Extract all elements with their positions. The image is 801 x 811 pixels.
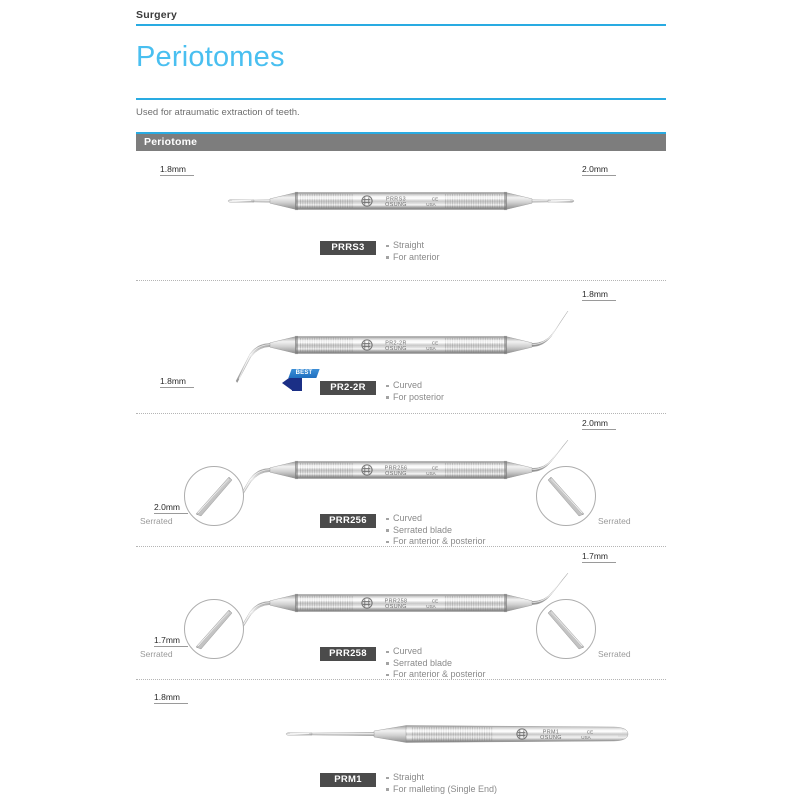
- spec-item: For malleting (Single End): [386, 784, 497, 796]
- measurement-left-value: 2.0mm: [154, 502, 180, 512]
- svg-text:OSUNG: OSUNG: [385, 202, 407, 209]
- detail-circle: [184, 599, 244, 659]
- detail-circle: [536, 599, 596, 659]
- leader-line: [582, 300, 616, 301]
- spec-item: Curved: [386, 646, 486, 658]
- leader-line: [160, 175, 194, 176]
- spec-item: Curved: [386, 513, 486, 525]
- product-row[interactable]: [136, 281, 666, 414]
- svg-text:USA: USA: [426, 346, 436, 352]
- measurement-right-value: 1.8mm: [582, 289, 608, 299]
- spec-list: [386, 380, 444, 403]
- serrated-caption: Serrated: [140, 649, 173, 659]
- spec-list: [386, 772, 497, 795]
- serrated-caption: Serrated: [598, 516, 631, 526]
- measurement-left: [154, 635, 188, 647]
- breadcrumb: Surgery: [136, 9, 178, 21]
- spec-item: Serrated blade: [386, 525, 486, 537]
- spec-item: Serrated blade: [386, 658, 486, 670]
- page-title: Periotomes: [136, 41, 285, 73]
- measurement-right: [582, 418, 616, 430]
- section-header: Periotome: [136, 134, 666, 151]
- svg-text:PRR258: PRR258: [384, 598, 408, 605]
- catalog-page: [136, 0, 666, 801]
- product-row[interactable]: [136, 547, 666, 680]
- leader-line: [582, 562, 616, 563]
- svg-text:CE: CE: [431, 340, 439, 346]
- leader-line: [160, 387, 194, 388]
- measurement-left-value: 1.8mm: [154, 692, 180, 702]
- spec-item: For anterior: [386, 252, 440, 264]
- page-subtitle: Used for atraumatic extraction of teeth.: [136, 107, 300, 118]
- spec-item: For anterior & posterior: [386, 536, 486, 548]
- measurement-left-value: 1.8mm: [160, 376, 186, 386]
- svg-text:PRR256: PRR256: [384, 465, 408, 472]
- product-row[interactable]: [136, 151, 666, 281]
- svg-text:PR2-2R: PR2-2R: [385, 340, 407, 347]
- leader-line: [582, 429, 616, 430]
- spec-item: Straight: [386, 240, 440, 252]
- spec-item: For anterior & posterior: [386, 669, 486, 681]
- product-code[interactable]: PRR256: [320, 514, 376, 528]
- spec-list: [386, 646, 486, 681]
- svg-text:OSUNG: OSUNG: [385, 346, 407, 353]
- leader-line: [154, 646, 188, 647]
- svg-text:PRM1: PRM1: [542, 729, 560, 736]
- instrument-image: [136, 698, 666, 778]
- measurement-right: [582, 289, 616, 301]
- measurement-left-value: 1.7mm: [154, 635, 180, 645]
- svg-text:CE: CE: [431, 465, 439, 471]
- svg-text:USA: USA: [426, 202, 436, 208]
- spec-item: Curved: [386, 380, 444, 392]
- leader-line: [154, 513, 188, 514]
- product-info: [320, 241, 440, 279]
- svg-text:USA: USA: [581, 735, 591, 741]
- svg-text:OSUNG: OSUNG: [540, 735, 562, 742]
- measurement-left: [160, 376, 194, 388]
- best-label: BEST: [295, 370, 313, 376]
- spec-item: Straight: [386, 772, 497, 784]
- product-row[interactable]: [136, 680, 666, 800]
- svg-text:PRRS3: PRRS3: [386, 196, 406, 203]
- detail-circle: [184, 466, 244, 526]
- measurement-right-value: 1.7mm: [582, 551, 608, 561]
- product-list: [136, 151, 666, 800]
- measurement-left-value: 1.8mm: [160, 164, 186, 174]
- serrated-detail-right: [536, 599, 631, 659]
- svg-text:USA: USA: [426, 604, 436, 610]
- product-code[interactable]: PRM1: [320, 773, 376, 787]
- svg-text:OSUNG: OSUNG: [385, 471, 407, 478]
- measurement-left: [160, 164, 194, 176]
- best-banner: [288, 369, 319, 378]
- serrated-detail-right: [536, 466, 631, 526]
- product-row[interactable]: [136, 414, 666, 547]
- svg-text:CE: CE: [431, 196, 439, 202]
- measurement-right: [582, 551, 616, 563]
- detail-circle: [536, 466, 596, 526]
- product-code[interactable]: PRR258: [320, 647, 376, 661]
- measurement-right-value: 2.0mm: [582, 418, 608, 428]
- measurement-right: [582, 164, 616, 176]
- spec-item: For posterior: [386, 392, 444, 404]
- svg-text:OSUNG: OSUNG: [385, 604, 407, 611]
- spec-list: [386, 240, 440, 263]
- product-code[interactable]: PRRS3: [320, 241, 376, 255]
- svg-text:CE: CE: [586, 729, 594, 735]
- svg-text:CE: CE: [431, 598, 439, 604]
- spec-list: [386, 513, 486, 548]
- product-code[interactable]: PR2-2R: [320, 381, 376, 395]
- svg-text:USA: USA: [426, 471, 436, 477]
- measurement-right-value: 2.0mm: [582, 164, 608, 174]
- measurement-left: [154, 502, 188, 514]
- measurement-left: [154, 692, 188, 704]
- product-info: [320, 773, 497, 811]
- breadcrumb-underline: [136, 24, 666, 26]
- leader-line: [582, 175, 616, 176]
- serrated-caption: Serrated: [140, 516, 173, 526]
- leader-line: [154, 703, 188, 704]
- serrated-caption: Serrated: [598, 649, 631, 659]
